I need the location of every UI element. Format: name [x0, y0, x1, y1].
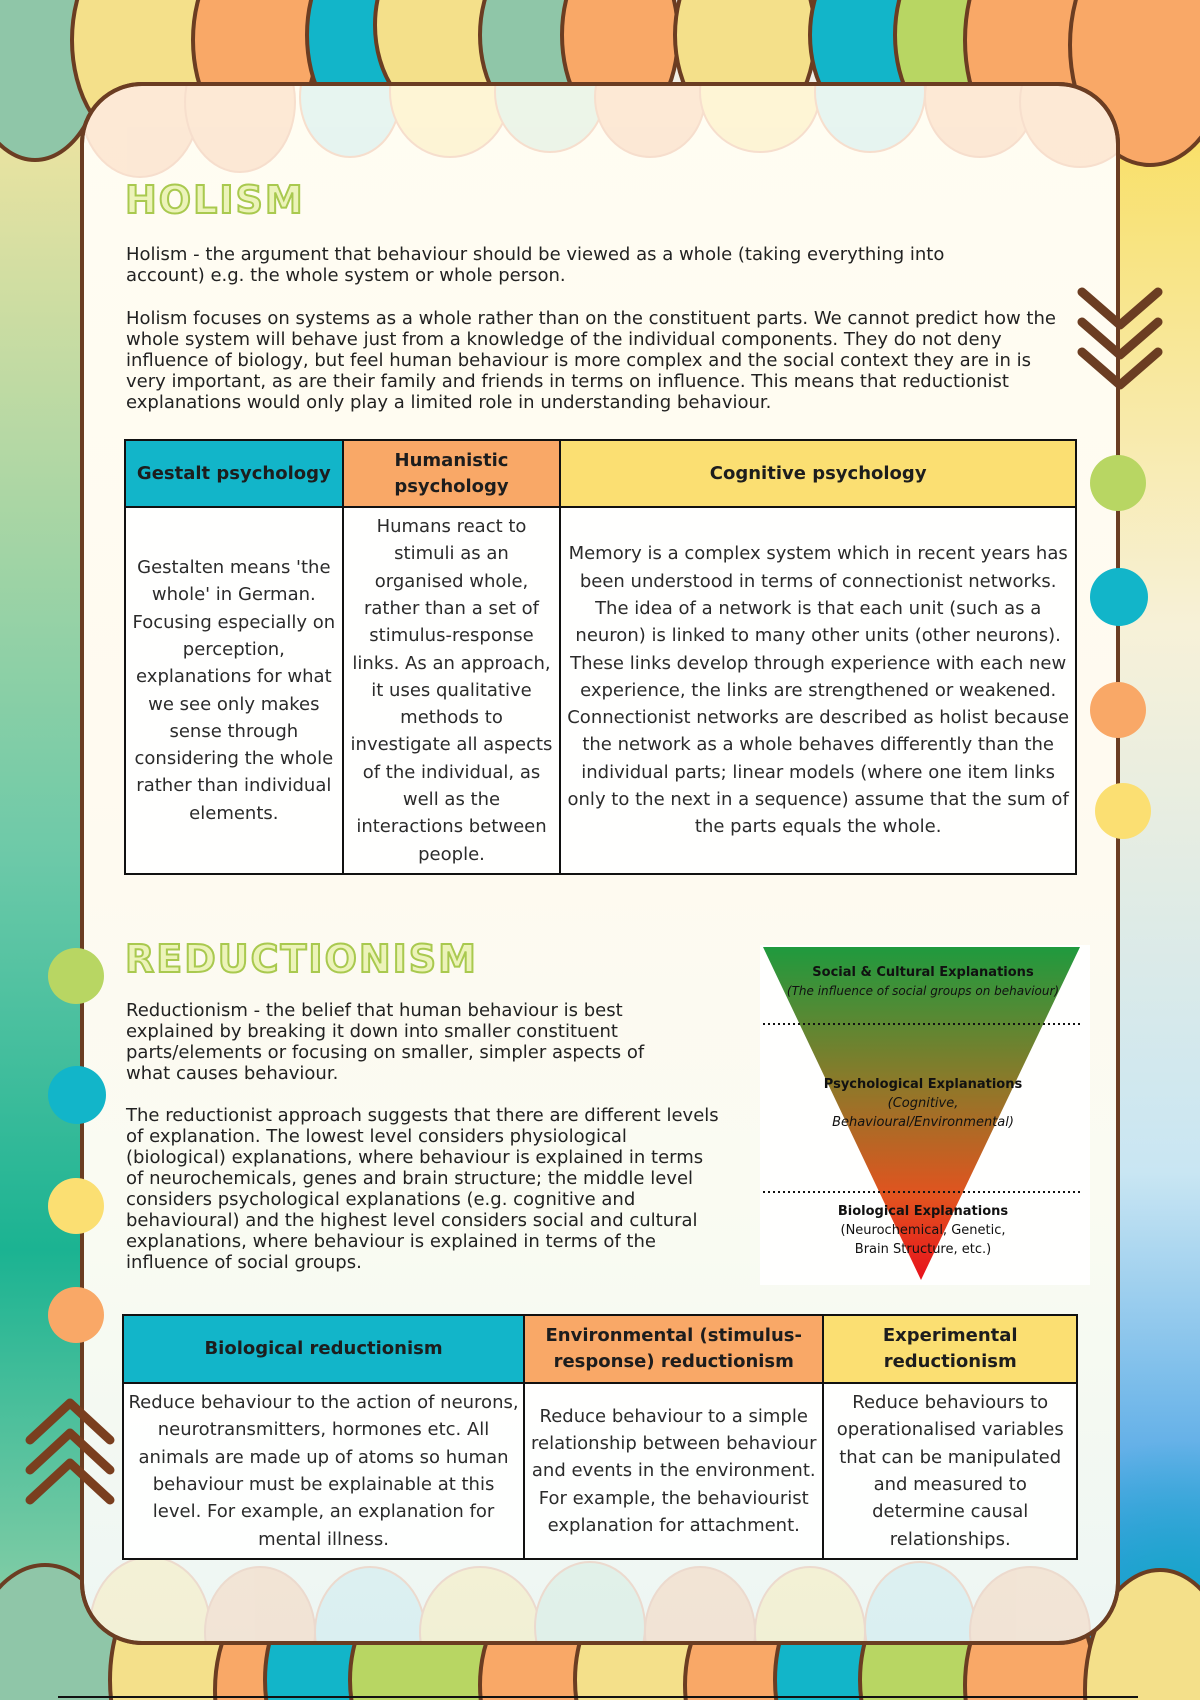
reductionism-table-header-experimental: Experimental reductionism [823, 1315, 1077, 1383]
dot-lime [1090, 455, 1146, 511]
level-biological-title: Biological Explanations [837, 1204, 1009, 1219]
chevron-up-icon [20, 1385, 130, 1525]
holism-table-cell-humanistic: Humans react to stimuli as an organised whole, rather than a set of stimulus-response links. As an approach, it uses qualitative methods to investigate all aspects of the individual, as well as the interactions between people. [343, 507, 561, 874]
level-psychological [773, 1075, 1073, 1132]
holism-table-header-gestalt: Gestalt psychology [125, 440, 343, 507]
holism-table-header-humanistic: Humanistic psychology [343, 440, 561, 507]
dot-yellow [1095, 783, 1151, 839]
level-social [773, 963, 1073, 1001]
reductionism-table-header-environmental: Environmental (stimulus-response) reductionism [524, 1315, 823, 1383]
dot-yellow-left [48, 1178, 104, 1234]
holism-table-cell-gestalt: Gestalten means 'the whole' in German. Focusing especially on perception, explanations for what we see only makes sense through considering the whole rather than individual elements. [125, 507, 343, 874]
reductionism-heading: REDUCTIONISM [125, 937, 478, 981]
reductionism-table-cell-biological: Reduce behaviour to the action of neurons, neurotransmitters, hormones etc. All animals are made up of atoms so human behaviour must be explainable at this level. For example, an explanation for mental illness. [123, 1383, 524, 1559]
reductionism-table-cell-environmental: Reduce behaviour to a simple relationship between behaviour and events in the environment. For example, the behaviourist explanation for attachment. [524, 1383, 823, 1559]
level-social-title: Social & Cultural Explanations [812, 965, 1034, 980]
level-psychological-title: Psychological Explanations [823, 1077, 1023, 1092]
holism-table-header-cognitive: Cognitive psychology [560, 440, 1076, 507]
reductionism-table-header-biological: Biological reductionism [123, 1315, 524, 1383]
holism-heading: HOLISM [125, 178, 305, 222]
level-social-subtitle: (The influence of social groups on behaviour) [786, 984, 1060, 998]
dot-orange-left [48, 1287, 104, 1343]
dot-teal-left [48, 1066, 106, 1124]
reductionism-table-cell-experimental: Reduce behaviours to operationalised variables that can be manipulated and measured to determine causal relationships. [823, 1383, 1077, 1559]
reductionism-definition: Reductionism - the belief that human behaviour is best explained by breaking it down into smaller constituent parts/elements or focusing on smaller, simpler aspects of what causes behaviour. [126, 1000, 645, 1084]
level-psychological-subtitle: (Cognitive, Behavioural/Environmental) [832, 1096, 1014, 1130]
chevron-down-icon [1070, 280, 1200, 410]
holism-definition: Holism - the argument that behaviour should be viewed as a whole (taking everything into account) e.g. the whole system or whole person. [126, 244, 945, 286]
holism-table [124, 439, 1077, 875]
level-biological [773, 1202, 1073, 1259]
dot-orange [1090, 682, 1146, 738]
dot-teal [1090, 568, 1148, 626]
bottom-rule [58, 1696, 1138, 1698]
level-biological-subtitle: (Neurochemical, Genetic, Brain Structure, etc.) [840, 1223, 1006, 1257]
reductionism-body: The reductionist approach suggests that there are different levels of explanation. The lowest level considers physiological (biological) explanations, where behaviour is explained in terms of neurochemicals, genes and brain structure; the middle level considers psychological explanations (e.g. cognitive and behavioural) and the highest level considers social and cultural explanations, where behaviour is explained in terms of the influence of social groups. [126, 1105, 719, 1273]
holism-body: Holism focuses on systems as a whole rather than on the constituent parts. We cannot predict how the whole system will behave just from a knowledge of the individual components. They do not deny influence of biology, but feel human behaviour is more complex and the social context they are in is very important, as are their family and friends in terms on influence. This means that reductionist explanations would only play a limited role in understanding behaviour. [126, 308, 1056, 413]
dot-lime-left [48, 948, 104, 1004]
reductionism-table [122, 1314, 1078, 1560]
holism-table-cell-cognitive: Memory is a complex system which in recent years has been understood in terms of connectionist networks. The idea of a network is that each unit (such as a neuron) is linked to many other units (other neurons). These links develop through experience with each new experience, the links are strengthened or weakened. Connectionist networks are described as holist because the network as a whole behaves differently than the individual parts; linear models (where one item links only to the next in a sequence) assume that the sum of the parts equals the whole. [560, 507, 1076, 874]
